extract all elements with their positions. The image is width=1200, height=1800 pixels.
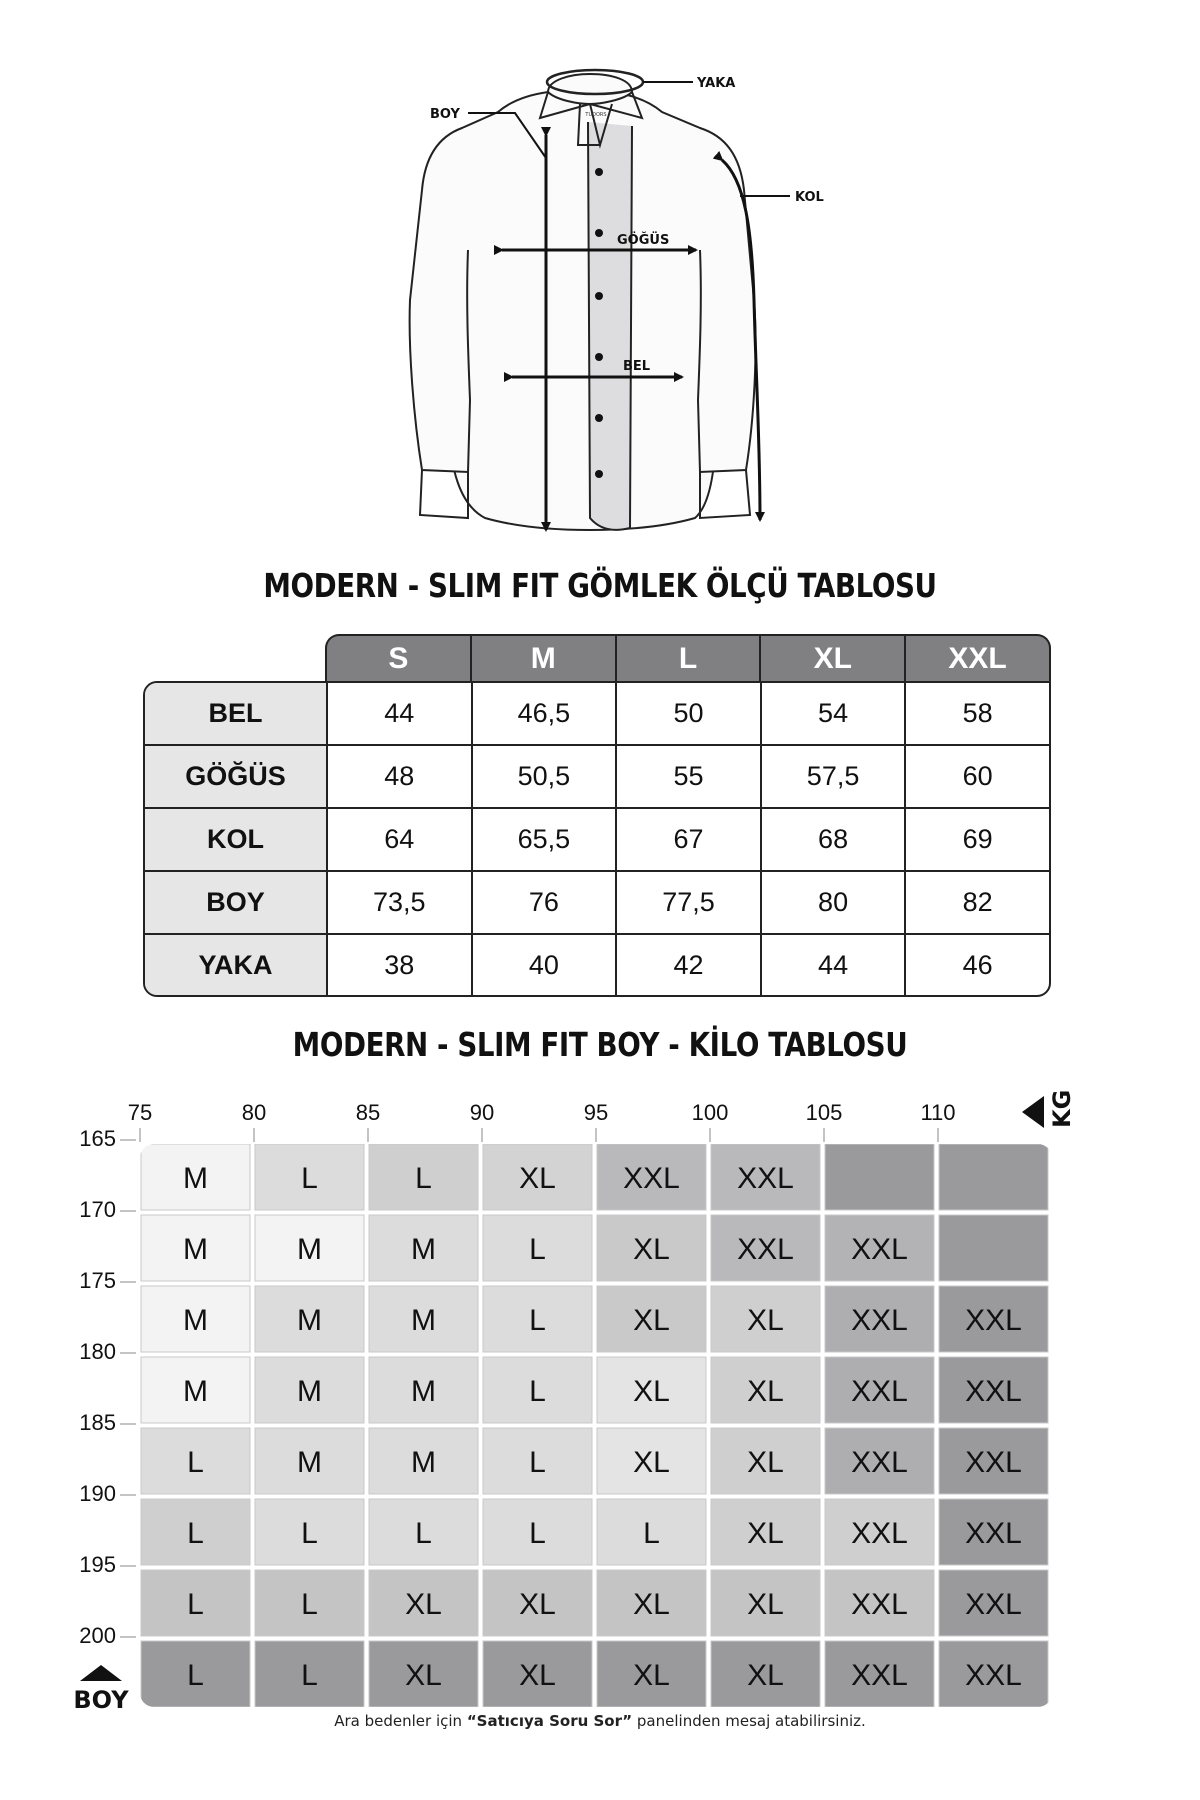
size-header-xxl: XXL xyxy=(948,642,1007,675)
size-header-s: S xyxy=(327,636,472,682)
measurement-cell: 50,5 xyxy=(473,746,618,807)
grid-cell-label: XL xyxy=(633,1375,670,1408)
measurement-cell: 38 xyxy=(328,935,473,996)
measurement-table-title: MODERN - SLIM FIT GÖMLEK ÖLÇÜ TABLOSU xyxy=(263,566,937,605)
grid-cell-label: M xyxy=(297,1233,322,1266)
measurement-row xyxy=(145,872,1049,935)
grid-cell-label: XL xyxy=(519,1588,556,1621)
measurement-cell: 40 xyxy=(473,935,618,996)
measurement-table-header xyxy=(325,634,1051,682)
grid-cell-label: L xyxy=(529,1233,546,1266)
grid-cell-label: XL xyxy=(747,1517,784,1550)
boy-tick-label: 175 xyxy=(79,1268,116,1293)
measurement-cell: 57,5 xyxy=(762,746,907,807)
grid-cell xyxy=(939,1215,1048,1281)
size-header-l: L xyxy=(617,636,762,682)
grid-cell-label: L xyxy=(301,1517,318,1550)
footnote-bold: “Satıcıya Soru Sor” xyxy=(466,1712,633,1730)
boy-tick-label: 180 xyxy=(79,1339,116,1364)
measurement-row-label: YAKA xyxy=(145,935,328,996)
measurement-row xyxy=(145,683,1049,746)
boy-tick-label: 165 xyxy=(79,1126,116,1151)
kg-tick-label: 75 xyxy=(127,1100,153,1125)
shirt-illustration xyxy=(410,70,756,530)
grid-cell-label: XL xyxy=(747,1588,784,1621)
grid-cell-label: XXL xyxy=(851,1517,908,1550)
grid-cell xyxy=(939,1144,1048,1210)
boy-tick-label: 185 xyxy=(79,1410,116,1435)
grid-cell-label: XXL xyxy=(965,1304,1022,1337)
grid-cell-label: M xyxy=(183,1375,208,1408)
measurement-row-label: BEL xyxy=(145,683,328,744)
grid-cell-label: M xyxy=(411,1446,436,1479)
grid-cell-label: XL xyxy=(519,1162,556,1195)
grid-cell-label: XXL xyxy=(737,1233,794,1266)
grid-cell-label: L xyxy=(529,1517,546,1550)
measurement-cell: 76 xyxy=(473,872,618,933)
grid-cell-label: M xyxy=(183,1304,208,1337)
grid-cell-label: XL xyxy=(519,1659,556,1692)
footnote-after: panelinden mesaj atabilirsiniz. xyxy=(632,1712,866,1730)
footnote xyxy=(0,1712,1200,1730)
boy-arrow-icon xyxy=(80,1665,122,1681)
shirt-measurement-diagram xyxy=(0,0,1200,560)
measurement-cell: 55 xyxy=(617,746,762,807)
boy-tick-label: 190 xyxy=(79,1481,116,1506)
label-yaka: YAKA xyxy=(697,76,736,91)
grid-cell-label: XL xyxy=(633,1659,670,1692)
boy-axis-label: BOY xyxy=(73,1686,129,1714)
measurement-cell: 54 xyxy=(762,683,907,744)
measurement-cell: 46 xyxy=(962,950,993,980)
measurement-cell: 42 xyxy=(617,935,762,996)
measurement-cell: 68 xyxy=(762,809,907,870)
grid-cell-label: M xyxy=(183,1162,208,1195)
grid-cell-label: XXL xyxy=(851,1659,908,1692)
measurement-cell: 44 xyxy=(762,935,907,996)
measurement-cell: 73,5 xyxy=(328,872,473,933)
kg-arrow-icon xyxy=(1022,1096,1044,1128)
boy-tick-label: 195 xyxy=(79,1552,116,1577)
boy-kilo-grid xyxy=(0,1090,1200,1730)
grid-cell-label: XXL xyxy=(851,1375,908,1408)
grid-cell-label: M xyxy=(297,1446,322,1479)
grid-cell-label: L xyxy=(301,1659,318,1692)
grid-cell-label: M xyxy=(411,1233,436,1266)
measurement-cell: 69 xyxy=(962,824,993,854)
kg-tick-label: 85 xyxy=(355,1100,381,1125)
label-kol: KOL xyxy=(795,190,824,205)
measurement-cell: 46,5 xyxy=(473,683,618,744)
grid-cell-label: XL xyxy=(747,1659,784,1692)
grid-cell-label: XL xyxy=(747,1375,784,1408)
kg-tick-label: 80 xyxy=(241,1100,267,1125)
grid-cell-label: M xyxy=(297,1304,322,1337)
measurement-row xyxy=(145,809,1049,872)
grid-cell-label: L xyxy=(187,1659,204,1692)
measurement-cell: 65,5 xyxy=(473,809,618,870)
grid-cell-label: M xyxy=(183,1233,208,1266)
grid-cell-label: XXL xyxy=(965,1517,1022,1550)
label-boy: BOY xyxy=(430,107,460,122)
grid-cell-label: XL xyxy=(747,1304,784,1337)
measurement-row-label: KOL xyxy=(145,809,328,870)
kg-tick-label: 90 xyxy=(469,1100,495,1125)
grid-cell-label: L xyxy=(415,1162,432,1195)
kg-tick-label: 105 xyxy=(805,1100,843,1125)
grid-cell-label: XL xyxy=(405,1588,442,1621)
grid-cell-label: M xyxy=(411,1304,436,1337)
measurement-cell: 82 xyxy=(962,887,993,917)
grid-cell-label: M xyxy=(297,1375,322,1408)
grid-cell-label: M xyxy=(411,1375,436,1408)
grid-cell-label: XXL xyxy=(851,1304,908,1337)
measurement-cell: 80 xyxy=(762,872,907,933)
boy-tick-label: 170 xyxy=(79,1197,116,1222)
grid-cell-label: L xyxy=(643,1517,660,1550)
measurement-cell: 64 xyxy=(328,809,473,870)
measurement-cell: 50 xyxy=(617,683,762,744)
measurement-row-label: GÖĞÜS xyxy=(145,746,328,807)
grid-cell-label: XL xyxy=(747,1446,784,1479)
grid-cell-label: L xyxy=(529,1446,546,1479)
label-gogus: GÖĞÜS xyxy=(617,233,670,248)
measurement-cell: 77,5 xyxy=(617,872,762,933)
measurement-cell: 58 xyxy=(962,698,993,728)
grid-cell-label: XXL xyxy=(965,1588,1022,1621)
footnote-before: Ara bedenler için xyxy=(334,1712,467,1730)
grid-cell-label: XL xyxy=(633,1588,670,1621)
grid-cell-label: XXL xyxy=(965,1446,1022,1479)
kg-tick-label: 110 xyxy=(920,1100,956,1125)
size-header-m: M xyxy=(472,636,617,682)
measurement-row xyxy=(145,935,1049,996)
grid-cell-label: XXL xyxy=(851,1233,908,1266)
grid-cell-label: L xyxy=(529,1375,546,1408)
measurement-cell: 44 xyxy=(328,683,473,744)
grid-cell-label: L xyxy=(187,1588,204,1621)
measurement-row-label: BOY xyxy=(145,872,328,933)
grid-cell-label: XXL xyxy=(851,1588,908,1621)
grid-cell-label: L xyxy=(529,1304,546,1337)
measurement-row xyxy=(145,746,1049,809)
boy-kilo-table xyxy=(0,1090,1200,1730)
grid-cell-label: L xyxy=(187,1517,204,1550)
grid-cell-label: L xyxy=(301,1162,318,1195)
grid-cell-label: XXL xyxy=(737,1162,794,1195)
measurement-table xyxy=(143,681,1051,997)
grid-cell-label: XL xyxy=(633,1233,670,1266)
grid-cell-label: L xyxy=(187,1446,204,1479)
kg-axis-label: KG xyxy=(1048,1090,1076,1128)
grid-cell-label: XXL xyxy=(965,1375,1022,1408)
grid-cell-label: L xyxy=(301,1588,318,1621)
grid-cell-label: XXL xyxy=(851,1446,908,1479)
size-header-xl: XL xyxy=(761,636,906,682)
grid-cell-label: L xyxy=(415,1517,432,1550)
measurement-cell: 67 xyxy=(617,809,762,870)
brand-label: TUDORS xyxy=(585,112,607,118)
measurement-cell: 60 xyxy=(962,761,993,791)
grid-cell-label: XL xyxy=(633,1446,670,1479)
measurement-cell: 48 xyxy=(328,746,473,807)
grid-cell xyxy=(825,1144,934,1210)
boy-tick-label: 200 xyxy=(79,1623,116,1648)
grid-cell-label: XXL xyxy=(965,1659,1022,1692)
boy-kilo-table-title: MODERN - SLIM FIT BOY - KİLO TABLOSU xyxy=(292,1025,908,1064)
grid-cell-label: XL xyxy=(633,1304,670,1337)
label-bel: BEL xyxy=(623,359,651,374)
grid-cell-label: XXL xyxy=(623,1162,680,1195)
kg-tick-label: 95 xyxy=(583,1100,609,1125)
kg-tick-label: 100 xyxy=(691,1100,729,1125)
grid-cell-label: XL xyxy=(405,1659,442,1692)
